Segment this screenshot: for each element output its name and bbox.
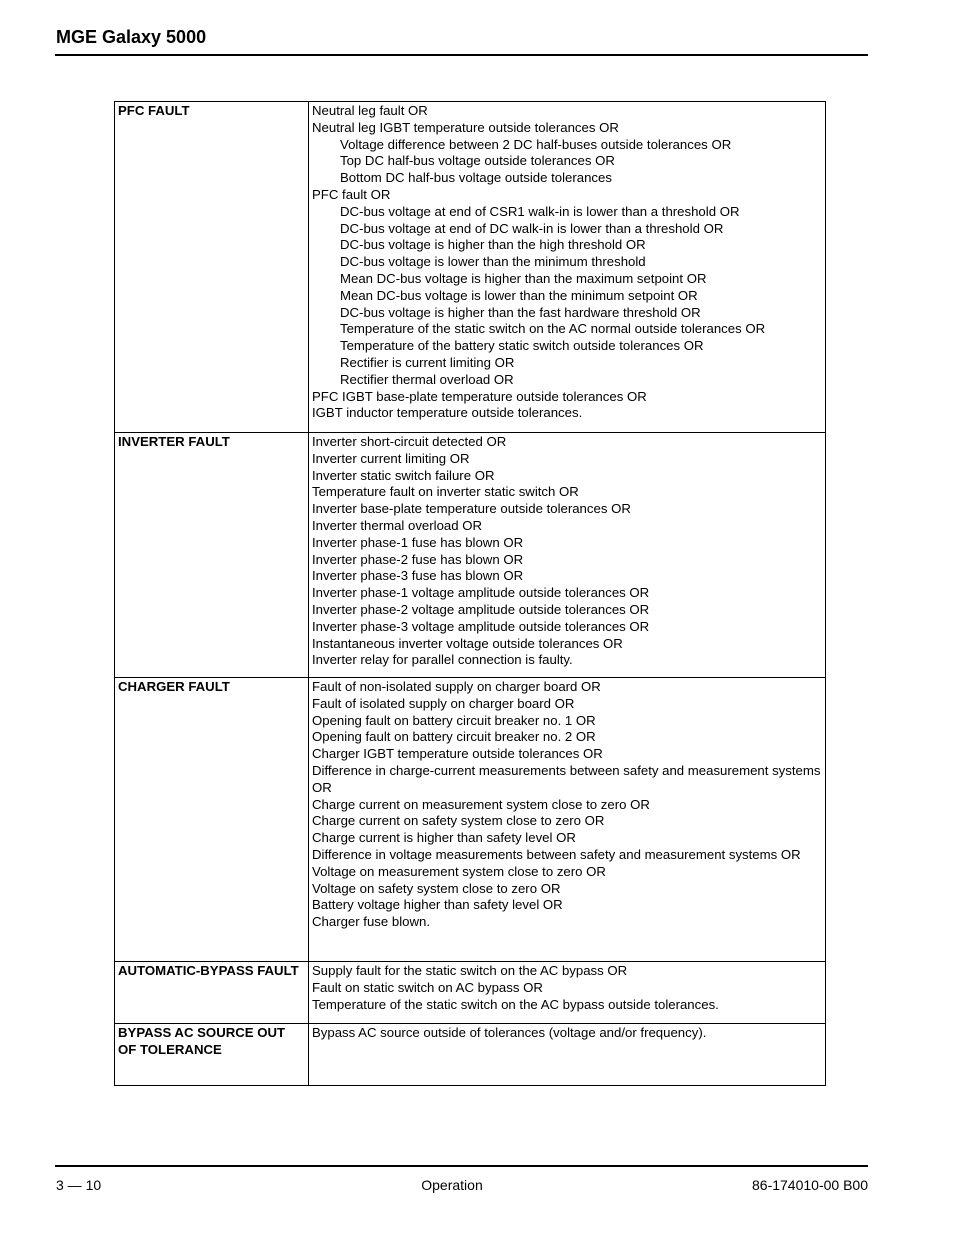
condition-line: Inverter current limiting OR — [312, 450, 470, 466]
condition-line: Neutral leg fault OR — [312, 103, 428, 118]
fault-name: PFC FAULT — [115, 102, 309, 433]
condition-line: Charger fuse blown. — [312, 914, 431, 930]
condition-line: Opening fault on battery circuit breaker no. 1 OR — [312, 712, 596, 728]
condition-line: DC-bus voltage at end of CSR1 walk-in is lower than a threshold OR — [340, 203, 740, 219]
condition-line: Inverter static switch failure OR — [312, 467, 495, 483]
condition-line: Inverter phase-3 fuse has blown OR — [312, 568, 524, 584]
condition-line: DC-bus voltage at end of DC walk-in is lower than a threshold OR — [340, 220, 724, 236]
condition-line: Temperature of the static switch on the AC normal outside tolerances OR — [340, 321, 766, 337]
fault-table-body — [115, 102, 826, 1086]
condition-line: Charge current on safety system close to zero OR — [312, 813, 605, 829]
condition-line: Rectifier is current limiting OR — [340, 354, 515, 370]
condition-line: Inverter phase-1 fuse has blown OR — [312, 534, 524, 550]
condition-line: Instantaneous inverter voltage outside tolerances OR — [312, 635, 623, 651]
condition-line: Bottom DC half-bus voltage outside tolerances — [340, 170, 612, 186]
condition-line: Temperature of the static switch on the AC bypass outside tolerances. — [312, 996, 719, 1012]
fault-conditions — [309, 433, 826, 678]
fault-name: CHARGER FAULT — [115, 678, 309, 962]
condition-line: PFC fault OR — [312, 186, 391, 202]
condition-line: Charge current is higher than safety level OR — [312, 830, 576, 846]
condition-line: Voltage on measurement system close to zero OR — [312, 863, 606, 879]
condition-line: Neutral leg IGBT temperature outside tolerances OR — [312, 119, 619, 135]
condition-line: Charger IGBT temperature outside tolerances OR — [312, 746, 603, 762]
condition-line: Inverter phase-3 voltage amplitude outside tolerances OR — [312, 618, 650, 634]
condition-line: Inverter short-circuit detected OR — [312, 434, 507, 449]
condition-line: PFC IGBT base-plate temperature outside tolerances OR — [312, 388, 647, 404]
condition-line: Opening fault on battery circuit breaker no. 2 OR — [312, 729, 596, 745]
condition-line: DC-bus voltage is higher than the high threshold OR — [340, 237, 646, 253]
fault-name: AUTOMATIC-BYPASS FAULT — [115, 962, 309, 1024]
condition-line: Rectifier thermal overload OR — [340, 371, 514, 387]
condition-line: DC-bus voltage is higher than the fast hardware threshold OR — [340, 304, 701, 320]
condition-line: Inverter base-plate temperature outside tolerances OR — [312, 501, 631, 517]
footer-section-name: Operation — [421, 1177, 483, 1193]
condition-line: Inverter thermal overload OR — [312, 517, 483, 533]
fault-row — [115, 433, 826, 678]
fault-row — [115, 678, 826, 962]
condition-line: Supply fault for the static switch on the AC bypass OR — [312, 963, 628, 978]
condition-line: Fault of isolated supply on charger board OR — [312, 695, 575, 711]
condition-line: Difference in charge-current measurements between safety and measurement systems OR — [312, 762, 821, 795]
footer-rule — [55, 1165, 868, 1167]
condition-line: Bypass AC source outside of tolerances (voltage and/or frequency). — [312, 1025, 707, 1040]
condition-line: Mean DC-bus voltage is lower than the minimum setpoint OR — [340, 287, 698, 303]
condition-line: Fault on static switch on AC bypass OR — [312, 979, 543, 995]
condition-line: Difference in voltage measurements between safety and measurement systems OR — [312, 846, 801, 862]
condition-line: Voltage on safety system close to zero OR — [312, 880, 561, 896]
fault-row — [115, 1024, 826, 1086]
condition-line: Charge current on measurement system close to zero OR — [312, 796, 650, 812]
fault-name: BYPASS AC SOURCE OUT OF TOLERANCE — [115, 1024, 309, 1086]
fault-name: INVERTER FAULT — [115, 433, 309, 678]
fault-conditions — [309, 1024, 826, 1086]
condition-line: Temperature fault on inverter static switch OR — [312, 484, 579, 500]
fault-conditions — [309, 962, 826, 1024]
page-header-title: MGE Galaxy 5000 — [56, 27, 207, 47]
fault-conditions — [309, 102, 826, 433]
footer-document-number: 86-174010-00 B00 — [752, 1177, 868, 1193]
fault-row — [115, 962, 826, 1024]
condition-line: IGBT inductor temperature outside tolerances. — [312, 405, 583, 421]
condition-line: Inverter phase-1 voltage amplitude outside tolerances OR — [312, 585, 650, 601]
header-rule — [55, 54, 868, 56]
condition-line: Temperature of the battery static switch outside tolerances OR — [340, 338, 704, 354]
condition-line: DC-bus voltage is lower than the minimum threshold — [340, 254, 646, 270]
condition-line: Top DC half-bus voltage outside tolerances OR — [340, 153, 615, 169]
footer-page-number: 3 — 10 — [56, 1177, 102, 1193]
condition-line: Voltage difference between 2 DC half-buses outside tolerances OR — [340, 136, 732, 152]
fault-description-table — [114, 101, 826, 1086]
condition-line: Inverter relay for parallel connection is faulty. — [312, 652, 573, 668]
fault-conditions — [309, 678, 826, 962]
condition-line: Fault of non-isolated supply on charger board OR — [312, 679, 601, 694]
condition-line: Inverter phase-2 voltage amplitude outside tolerances OR — [312, 601, 650, 617]
condition-line: Inverter phase-2 fuse has blown OR — [312, 551, 524, 567]
fault-row — [115, 102, 826, 433]
condition-line: Mean DC-bus voltage is higher than the maximum setpoint OR — [340, 270, 707, 286]
condition-line: Battery voltage higher than safety level OR — [312, 897, 563, 913]
